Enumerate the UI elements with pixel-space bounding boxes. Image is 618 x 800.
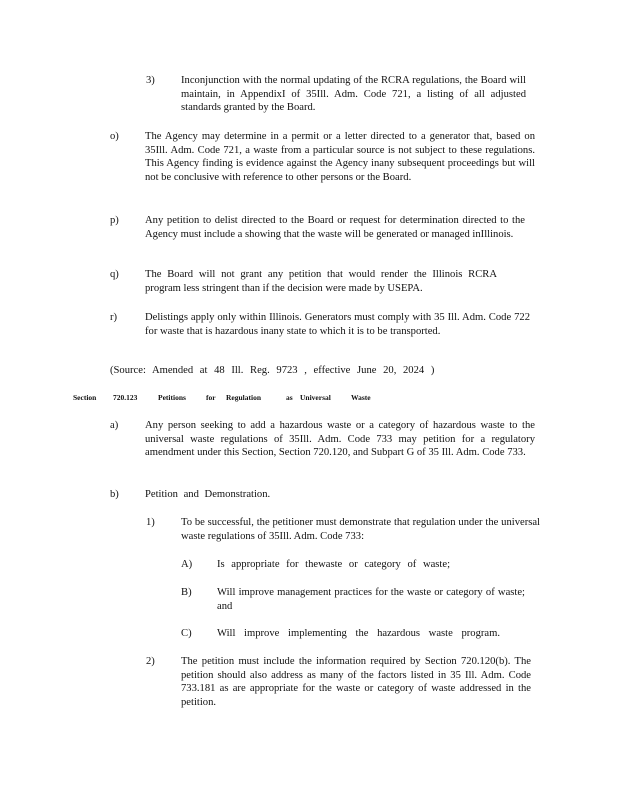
- item-text: The Board will not grant any petition that would render the Illinois RCRA program less stringent than if the decision were made by USEPA.: [145, 269, 497, 294]
- section-title-word: as: [286, 393, 293, 402]
- item-label: B): [181, 587, 192, 598]
- item-label: b): [110, 489, 119, 500]
- section-word: Section: [73, 393, 97, 402]
- item-text: To be successful, the petitioner must demonstrate that regulation under the universal waste regulations of 35Ill. Adm. Code 733:: [181, 517, 540, 542]
- item-text: Inconjunction with the normal updating of the RCRA regulations, the Board will maintain, in AppendixI of 35Ill. Adm. Code 721, a listing of all adjusted standards granted by the Board.: [181, 75, 526, 114]
- section-title-word: for: [206, 393, 216, 402]
- item-label: 1): [146, 517, 155, 528]
- source-note: (Source: Amended at 48 Ill. Reg. 9723 , effective June 20, 2024 ): [110, 365, 435, 376]
- item-text: Any person seeking to add a hazardous waste or a category of hazardous waste to the universal waste regulations of 35Ill. Adm. Code 733 may petition for a regulatory amendment under this Section, Section 720.120, and Subpart G of 35 Ill. Adm. Code 733.: [145, 420, 535, 459]
- item-text: Any petition to delist directed to the Board or request for determination directed to the Agency must include a showing that the waste will be generated or managed inIllinois.: [145, 215, 525, 240]
- item-label: r): [110, 312, 118, 323]
- section-title-word: Regulation: [226, 393, 262, 402]
- item-label: 2): [146, 656, 155, 667]
- item-label: A): [181, 559, 193, 570]
- section-title-word: Universal: [300, 393, 331, 402]
- item-text: Is appropriate for thewaste or category of waste;: [217, 559, 451, 570]
- item-label: o): [110, 131, 119, 142]
- item-label: 3): [146, 75, 155, 86]
- item-label: p): [110, 215, 119, 226]
- item-label: a): [110, 420, 119, 431]
- item-text: Delistings apply only within Illinois. Generators must comply with 35 Ill. Adm. Code 722 for waste that is hazardous inany state to which it is to be transported.: [145, 312, 530, 337]
- item-text: Will improve implementing the hazardous waste program.: [217, 628, 500, 639]
- section-number: 720.123: [113, 393, 138, 402]
- item-text: Petition and Demonstration.: [145, 489, 271, 500]
- section-title-word: Waste: [351, 393, 371, 402]
- item-text: Will improve management practices for the waste or category of waste; and: [217, 587, 525, 612]
- item-label: C): [181, 628, 192, 639]
- item-text: The petition must include the information required by Section 720.120(b). The petition should also address as many of the factors listed in 35 Ill. Adm. Code 733.181 as are appropriate for the waste or category of waste addressed in the petition.: [181, 656, 531, 708]
- item-text: The Agency may determine in a permit or a letter directed to a generator that, based on 35Ill. Adm. Code 721, a waste from a particular source is not subject to these regulations. This Agency finding is evidence against the Agency inany subsequent proceedings but will not be conclusive with reference to other persons or the Board.: [145, 131, 535, 183]
- section-title-word: Petitions: [158, 393, 186, 402]
- item-label: q): [110, 269, 119, 280]
